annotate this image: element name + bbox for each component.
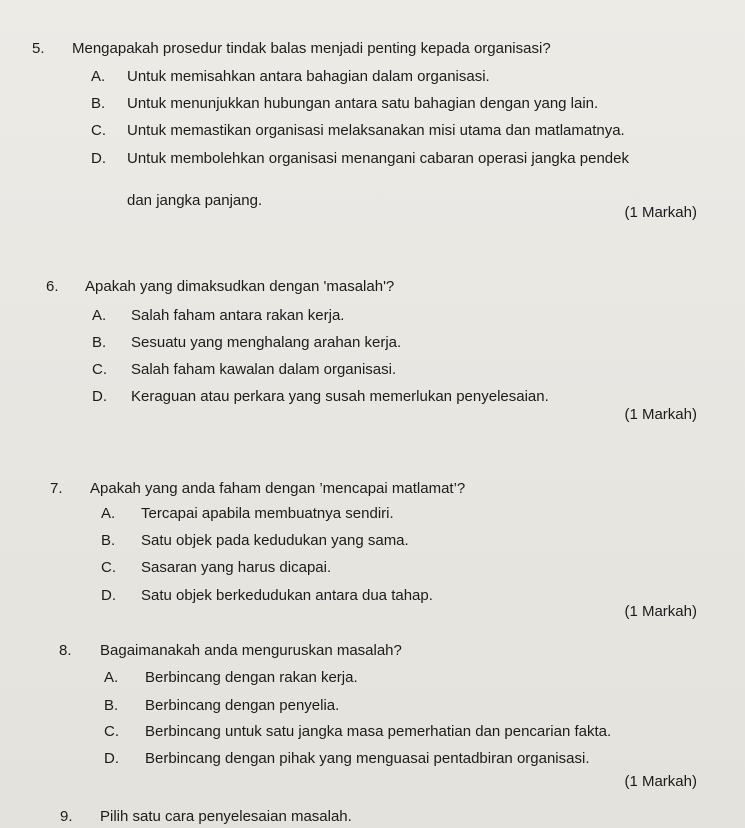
option-letter: D. <box>101 587 116 604</box>
option-text: Berbincang dengan pihak yang menguasai pentadbiran organisasi. <box>145 750 590 767</box>
question-number: 5. <box>32 40 45 57</box>
option-letter: B. <box>104 697 119 714</box>
option-letter: B. <box>101 532 116 549</box>
option-letter: C. <box>104 723 119 740</box>
option-text: Untuk memisahkan antara bahagian dalam organisasi. <box>127 68 490 85</box>
option-text: Salah faham kawalan dalam organisasi. <box>131 361 397 378</box>
option-letter: D. <box>104 750 119 767</box>
marks-label: (1 Markah) <box>624 773 697 790</box>
option-text: Salah faham antara rakan kerja. <box>131 307 345 324</box>
marks-label: (1 Markah) <box>624 406 697 423</box>
option-text: Keraguan atau perkara yang susah memerlukan penyelesaian. <box>131 388 549 405</box>
option-text: Untuk memastikan organisasi melaksanakan misi utama dan matlamatnya. <box>127 122 625 139</box>
option-letter: C. <box>101 559 116 576</box>
question-text: Pilih satu cara penyelesaian masalah. <box>100 808 352 825</box>
option-letter: B. <box>91 95 106 112</box>
option-letter: A. <box>101 505 116 522</box>
question-number: 6. <box>46 278 59 295</box>
option-text: Berbincang dengan penyelia. <box>145 697 340 714</box>
option-letter: A. <box>91 68 106 85</box>
option-text: Tercapai apabila membuatnya sendiri. <box>141 505 394 522</box>
question-text: Bagaimanakah anda menguruskan masalah? <box>100 642 402 659</box>
option-letter: B. <box>92 334 107 351</box>
option-text: Sasaran yang harus dicapai. <box>141 559 332 576</box>
option-letter: C. <box>91 122 106 139</box>
question-text: Apakah yang anda faham dengan ’mencapai matlamat’? <box>90 480 466 497</box>
question-number: 7. <box>50 480 63 497</box>
option-text-continuation: dan jangka panjang. <box>127 192 263 209</box>
question-text: Mengapakah prosedur tindak balas menjadi penting kepada organisasi? <box>72 40 551 57</box>
question-number: 9. <box>60 808 73 825</box>
option-text: Untuk menunjukkan hubungan antara satu bahagian dengan yang lain. <box>127 95 599 112</box>
option-text: Berbincang dengan rakan kerja. <box>145 669 358 686</box>
option-text: Berbincang untuk satu jangka masa pemerhatian dan pencarian fakta. <box>145 723 612 740</box>
option-text: Sesuatu yang menghalang arahan kerja. <box>131 334 402 351</box>
option-letter: A. <box>92 307 107 324</box>
option-letter: D. <box>91 150 106 167</box>
option-text: Untuk membolehkan organisasi menangani cabaran operasi jangka pendek <box>127 150 629 167</box>
marks-label: (1 Markah) <box>624 204 697 221</box>
question-text: Apakah yang dimaksudkan dengan 'masalah'? <box>85 278 395 295</box>
question-number: 8. <box>59 642 72 659</box>
marks-label: (1 Markah) <box>624 603 697 620</box>
option-letter: D. <box>92 388 107 405</box>
option-text: Satu objek berkedudukan antara dua tahap. <box>141 587 433 604</box>
option-letter: A. <box>104 669 119 686</box>
option-text: Satu objek pada kedudukan yang sama. <box>141 532 409 549</box>
option-letter: C. <box>92 361 107 378</box>
